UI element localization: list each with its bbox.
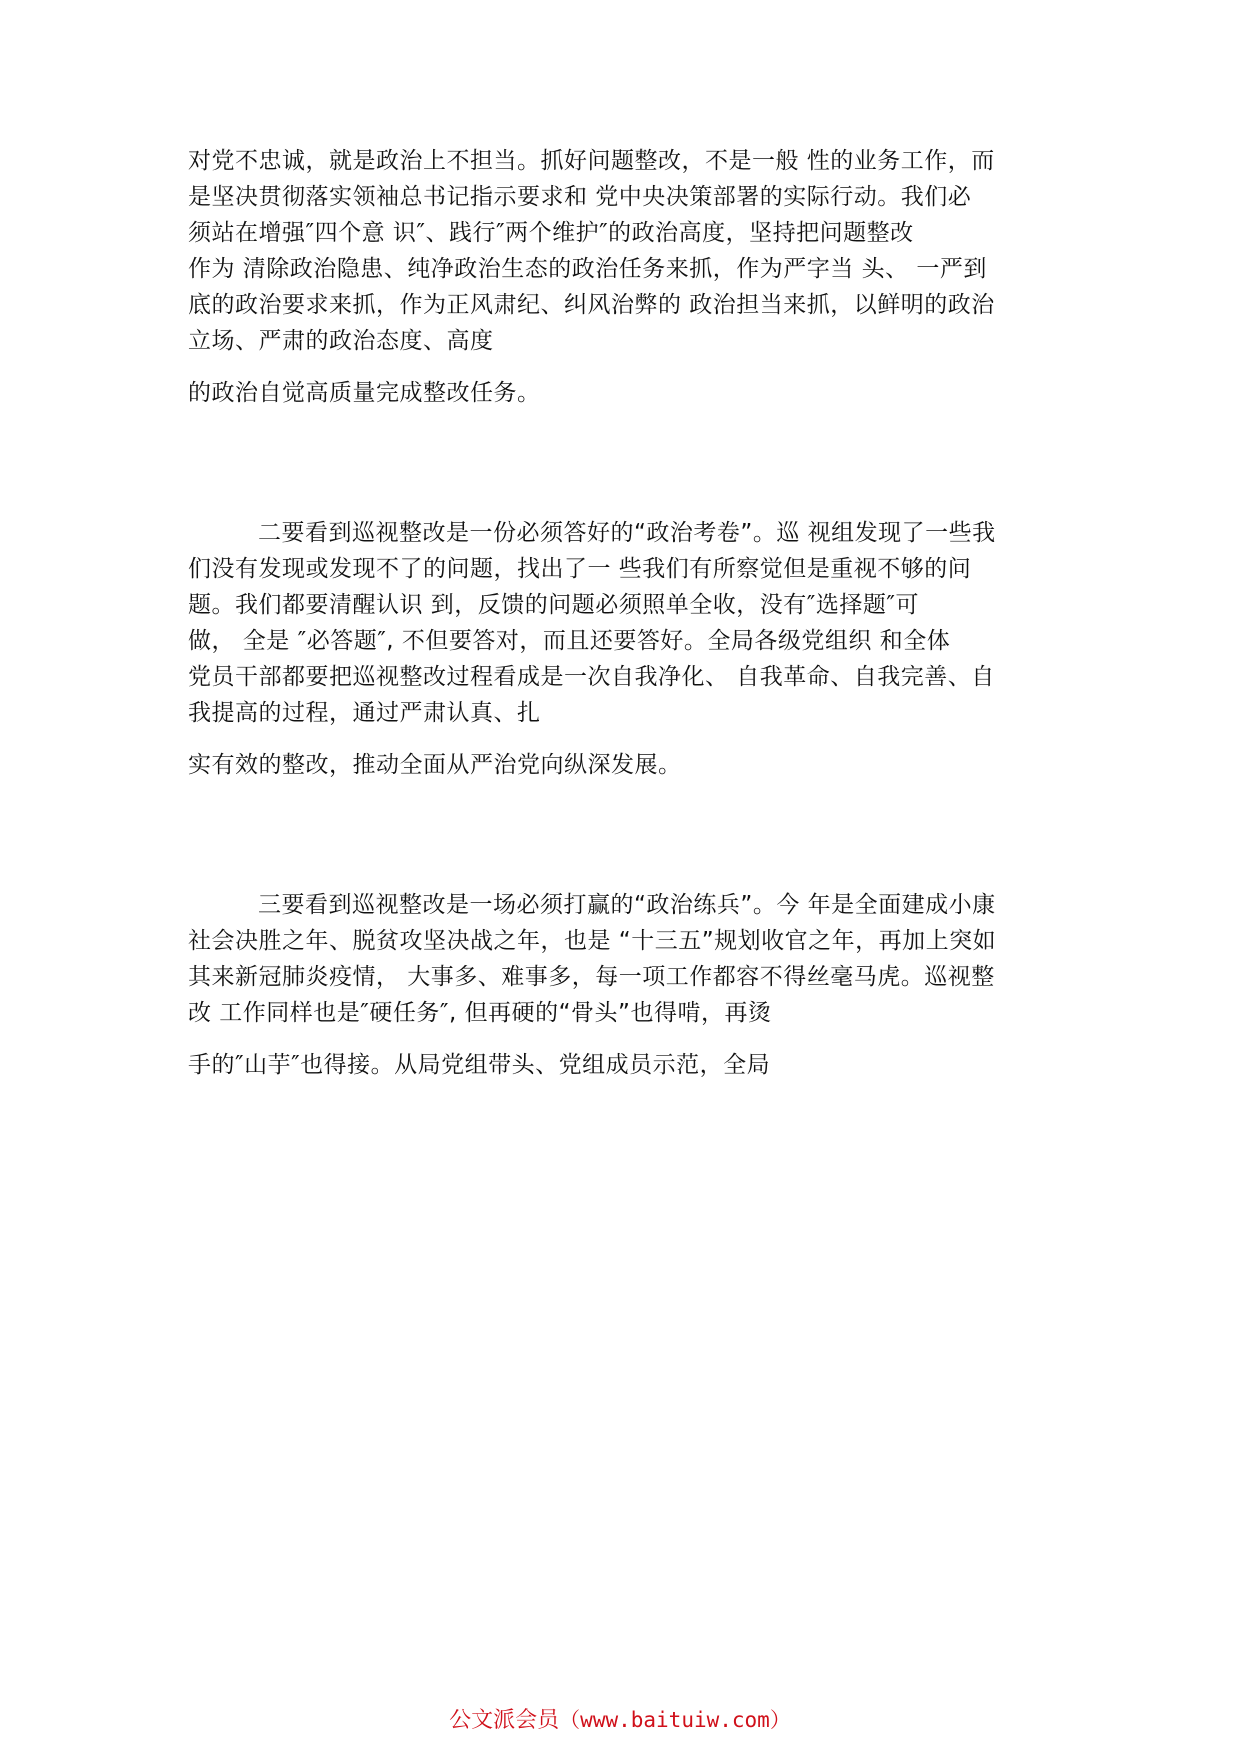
paragraph-line: 题。我们都要清醒认识 到，反馈的问题必须照单全收，没有″选择题″可 [188, 592, 919, 618]
paragraph-line: 是坚决贯彻落实领袖总书记指示要求和 党中央决策部署的实际行动。我们必 [188, 184, 972, 210]
paragraph-line: 须站在增强″四个意 识″、践行″两个维护″的政治高度，坚持把问题整改 [188, 220, 914, 246]
footer-watermark [0, 1706, 1240, 1735]
paragraph-line: 三要看到巡视整改是一场必须打赢的“政治练兵”。今 年是全面建成小康 [258, 892, 996, 918]
paragraph-line: 作为 清除政治隐患、纯净政治生态的政治任务来抓，作为严字当 头、 一严到 [188, 256, 987, 282]
paragraph-line: 其来新冠肺炎疫情， 大事多、难事多，每一项工作都容不得丝毫马虎。巡视整 [188, 964, 995, 990]
paragraph-line: 改 工作同样也是″硬任务″, 但再硬的“骨头”也得啃，再烫 [188, 1000, 772, 1026]
paragraph-line: 做， 全是 ″必答题″, 不但要答对，而且还要答好。全局各级党组织 和全体 [188, 628, 951, 654]
paragraph-line: 二要看到巡视整改是一份必须答好的“政治考卷”。巡 视组发现了一些我 [258, 520, 996, 546]
paragraph-line: 们没有发现或发现不了的问题，找出了一 些我们有所察觉但是重视不够的问 [188, 556, 972, 582]
paragraph-line: 立场、严肃的政治态度、高度 [188, 328, 494, 354]
footer-brand: 公文派会员 [449, 1708, 560, 1733]
paragraph-line: 实有效的整改，推动全面从严治党向纵深发展。 [188, 752, 682, 778]
paragraph-line: 手的″山芋″也得接。从局党组带头、党组成员示范，全局 [188, 1052, 771, 1078]
paragraph-line: 的政治自觉高质量完成整改任务。 [188, 380, 541, 406]
paragraph-line: 社会决胜之年、脱贫攻坚决战之年，也是 “十三五”规划收官之年，再加上突如 [188, 928, 997, 954]
paragraph-line: 对党不忠诚，就是政治上不担当。抓好问题整改，不是一般 性的业务工作，而 [188, 148, 995, 174]
paragraph-line: 党员干部都要把巡视整改过程看成是一次自我净化、 自我革命、自我完善、自 [188, 664, 995, 690]
footer-url[interactable]: （www.baituiw.com） [559, 1708, 791, 1732]
paragraph-line: 底的政治要求来抓，作为正风肃纪、纠风治弊的 政治担当来抓，以鲜明的政治 [188, 292, 995, 318]
paragraph-line: 我提高的过程，通过严肃认真、扎 [188, 700, 541, 726]
